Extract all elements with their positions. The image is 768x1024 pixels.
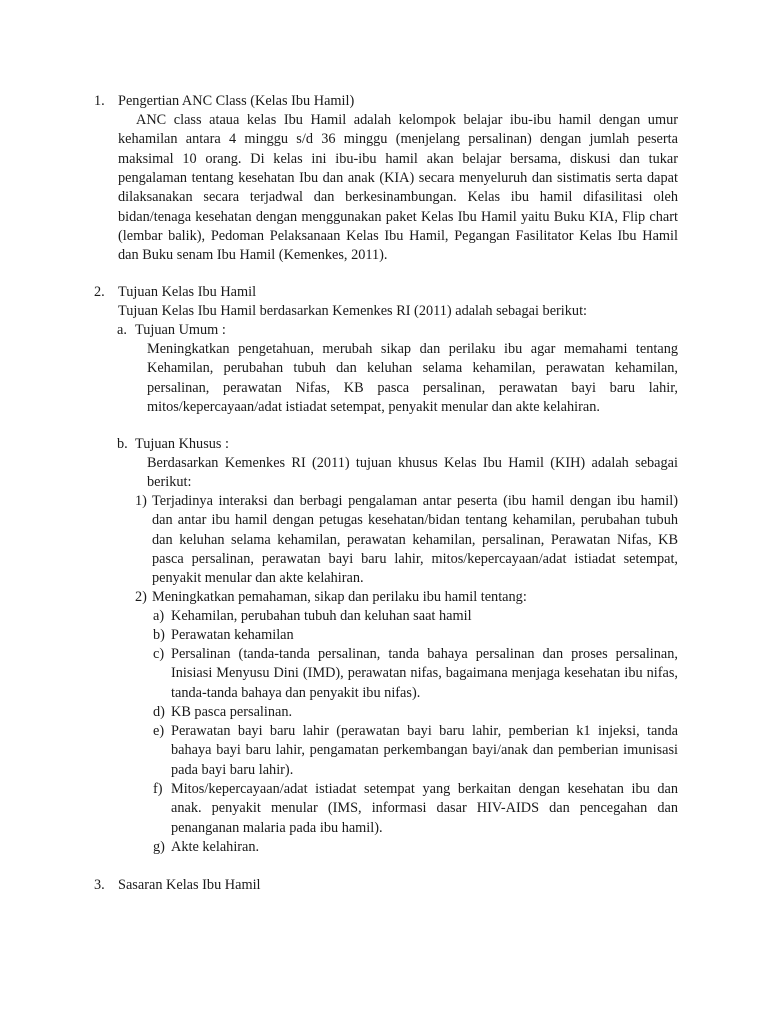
section-1-heading: Pengertian ANC Class (Kelas Ibu Hamil): [118, 93, 355, 109]
subitem-a-text: Kehamilan, perubahan tubuh dan keluhan saat hamil: [171, 608, 472, 624]
item-1-text: Terjadinya interaksi dan berbagi pengalaman antar peserta (ibu hamil dengan ibu hamil) dan antar ibu hamil dengan petugas kesehatan/bidan tentang kehamilan, perubahan tubuh dan keluhan selama kehamilan, perawatan kehamilan, persalinan, Perawatan Nifas, KB pasca persalinan, perawatan bayi baru lahir, mitos/kepercayaan/adat istiadat setempat, penyakit menular dan akte kelahiran.: [152, 493, 678, 587]
subitem-c-text: Persalinan (tanda-tanda persalinan, tanda bahaya persalinan dan proses persalinan, Inisiasi Menyusu Dini (IMD), perawatan nifas, bagaimana menjaga kesehatan ibu nifas, tanda-tanda bahaya dan penyakit ibu nifas).: [171, 646, 678, 701]
subitem-d-text: KB pasca persalinan.: [171, 704, 293, 720]
item-2-text: Meningkatkan pemahaman, sikap dan perilaku ibu hamil tentang:: [152, 589, 527, 605]
subitem-g-text: Akte kelahiran.: [171, 839, 260, 855]
subsection-b-body: Berdasarkan Kemenkes RI (2011) tujuan khusus Kelas Ibu Hamil (KIH) adalah sebagai berikut:: [147, 455, 678, 491]
section-1-number: 1.: [94, 93, 105, 109]
item-2-marker: 2): [135, 589, 147, 605]
section-3-number: 3.: [94, 877, 105, 893]
subitem-a-marker: a): [153, 608, 165, 624]
subitem-e-text: Perawatan bayi baru lahir (perawatan bayi baru lahir, pemberian k1 injeksi, tanda bahaya bayi baru lahir, pengamatan perkembangan bayi/anak dan pemberian imunisasi pada bayi baru lahir).: [171, 723, 678, 778]
section-2-intro: Tujuan Kelas Ibu Hamil berdasarkan Kemenkes RI (2011) adalah sebagai berikut:: [118, 303, 588, 319]
subitem-c-marker: c): [153, 646, 165, 662]
section-2-heading: Tujuan Kelas Ibu Hamil: [118, 284, 257, 300]
section-3-heading: Sasaran Kelas Ibu Hamil: [118, 877, 261, 893]
subitem-d-marker: d): [153, 704, 165, 720]
subsection-a-marker: a.: [117, 322, 127, 338]
subitem-g-marker: g): [153, 839, 165, 855]
subsection-a-title: Tujuan Umum :: [135, 322, 226, 338]
subsection-a-body: Meningkatkan pengetahuan, merubah sikap dan perilaku ibu agar memahami tentang Kehamilan, perubahan tubuh dan keluhan selama kehamilan, perawatan kehamilan, persalinan, perawatan Nifas, KB pasca persalinan, perawatan bayi baru lahir, mitos/kepercayaan/adat istiadat setempat, penyakit menular dan akte kelahiran.: [147, 341, 678, 416]
section-2-number: 2.: [94, 284, 105, 300]
subitem-b-text: Perawatan kehamilan: [171, 627, 294, 643]
subsection-b-marker: b.: [117, 436, 128, 452]
subitem-b-marker: b): [153, 627, 165, 643]
subitem-f-text: Mitos/kepercayaan/adat istiadat setempat yang berkaitan dengan kesehatan ibu dan anak. penyakit menular (IMS, informasi dasar HIV-AIDS dan pencegahan dan penanganan malaria pada ibu hamil).: [171, 781, 678, 836]
subitem-e-marker: e): [153, 723, 165, 739]
subitem-f-marker: f): [153, 781, 163, 797]
section-1-paragraph: ANC class ataua kelas Ibu Hamil adalah kelompok belajar ibu-ibu hamil dengan umur kehamilan antara 4 minggu s/d 36 minggu (menjelang persalinan) dengan jumlah peserta maksimal 10 orang. Di kelas ini ibu-ibu hamil akan belajar bersama, diskusi dan tukar pengalaman tentang kesehatan Ibu dan anak (KIA) secara menyeluruh dan sistimatis serta dapat dilaksanakan secara terjadwal dan berkesinambungan. Kelas ibu hamil difasilitasi oleh bidan/tenaga kesehatan dengan menggunakan paket Kelas Ibu Hamil yaitu Buku KIA, Flip chart (lembar balik), Pedoman Pelaksanaan Kelas Ibu Hamil, Pegangan Fasilitator Kelas Ibu Hamil dan Buku senam Ibu Hamil (Kemenkes, 2011).: [118, 112, 678, 264]
subsection-b-title: Tujuan Khusus :: [135, 436, 230, 452]
item-1-marker: 1): [135, 493, 147, 509]
